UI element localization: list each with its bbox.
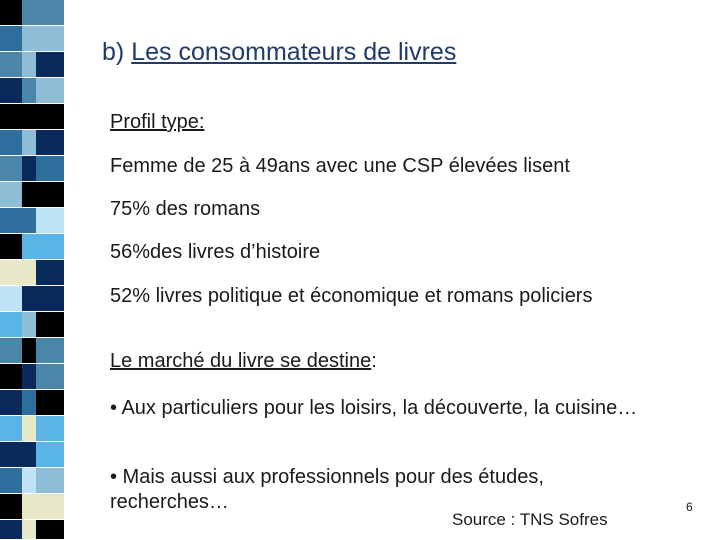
mosaic-tile (0, 52, 22, 77)
mosaic-tile (36, 130, 64, 155)
mosaic-tile (0, 260, 22, 285)
mosaic-tile (36, 520, 64, 539)
mosaic-tile (22, 416, 36, 441)
mosaic-tile (22, 208, 36, 233)
mosaic-tile (0, 0, 22, 25)
mosaic-tile (0, 26, 22, 51)
market-colon: : (371, 350, 377, 372)
title-prefix: b) (102, 38, 132, 66)
mosaic-tile (0, 182, 22, 207)
market-heading: Le marché du livre se destine (110, 350, 372, 372)
mosaic-tile (36, 494, 64, 519)
mosaic-tile (0, 416, 22, 441)
mosaic-tile (0, 156, 22, 181)
mosaic-tile (36, 104, 64, 129)
mosaic-tile (36, 442, 64, 467)
mosaic-tile (22, 286, 36, 311)
mosaic-tile (36, 312, 64, 337)
mosaic-tile (36, 0, 64, 25)
mosaic-tile (0, 442, 22, 467)
mosaic-tile (0, 312, 22, 337)
mosaic-tile (22, 26, 36, 51)
bullet-professionnels: • Mais aussi aux professionnels pour des études, recherches… (110, 466, 544, 513)
mosaic-tile (0, 364, 22, 389)
mosaic-tile (22, 78, 36, 103)
mosaic-tile (0, 234, 22, 259)
mosaic-tile (36, 26, 64, 51)
mosaic-tile (22, 442, 36, 467)
mosaic-tile (22, 156, 36, 181)
mosaic-tile (36, 338, 64, 363)
mosaic-tile (22, 0, 36, 25)
mosaic-tile (36, 78, 64, 103)
mosaic-tile (36, 156, 64, 181)
mosaic-tile (22, 312, 36, 337)
mosaic-tile (22, 104, 36, 129)
mosaic-tile (22, 260, 36, 285)
mosaic-tile (36, 390, 64, 415)
mosaic-tile (22, 520, 36, 539)
title-link[interactable]: Les consommateurs de livres (131, 38, 457, 66)
mosaic-tile (0, 338, 22, 363)
mosaic-tile (0, 468, 22, 493)
mosaic-tile (22, 364, 36, 389)
profile-heading: Profil type: (110, 111, 205, 133)
stat-romans: 75% des romans (110, 198, 261, 220)
mosaic-tile (22, 338, 36, 363)
mosaic-tile (0, 78, 22, 103)
market-heading-line (110, 349, 670, 374)
mosaic-tile (0, 104, 22, 129)
mosaic-tile (36, 52, 64, 77)
bullet-particuliers: • Aux particuliers pour les loisirs, la découverte, la cuisine… (110, 397, 638, 419)
slide-title (102, 38, 456, 67)
mosaic-tile (36, 416, 64, 441)
decorative-mosaic-strip (0, 0, 64, 540)
mosaic-tile (0, 494, 22, 519)
source-citation: Source : TNS Sofres (452, 510, 608, 529)
page-number: 6 (686, 500, 693, 514)
mosaic-tile (0, 520, 22, 539)
mosaic-tile (22, 234, 36, 259)
mosaic-tile (36, 468, 64, 493)
mosaic-tile (22, 468, 36, 493)
mosaic-tile (22, 182, 36, 207)
mosaic-tile (0, 130, 22, 155)
profile-line: Femme de 25 à 49ans avec une CSP élevées lisent (110, 155, 570, 177)
mosaic-tile (36, 182, 64, 207)
mosaic-tile (22, 130, 36, 155)
mosaic-tile (22, 52, 36, 77)
mosaic-tile (0, 208, 22, 233)
mosaic-tile (36, 286, 64, 311)
mosaic-tile (36, 208, 64, 233)
mosaic-tile (22, 390, 36, 415)
mosaic-tile (36, 364, 64, 389)
mosaic-tile (0, 390, 22, 415)
mosaic-tile (36, 234, 64, 259)
mosaic-tile (36, 260, 64, 285)
mosaic-tile (22, 494, 36, 519)
stat-histoire: 56%des livres d’histoire (110, 241, 321, 263)
stat-politique: 52% livres politique et économique et romans policiers (110, 285, 593, 307)
mosaic-tile (0, 286, 22, 311)
